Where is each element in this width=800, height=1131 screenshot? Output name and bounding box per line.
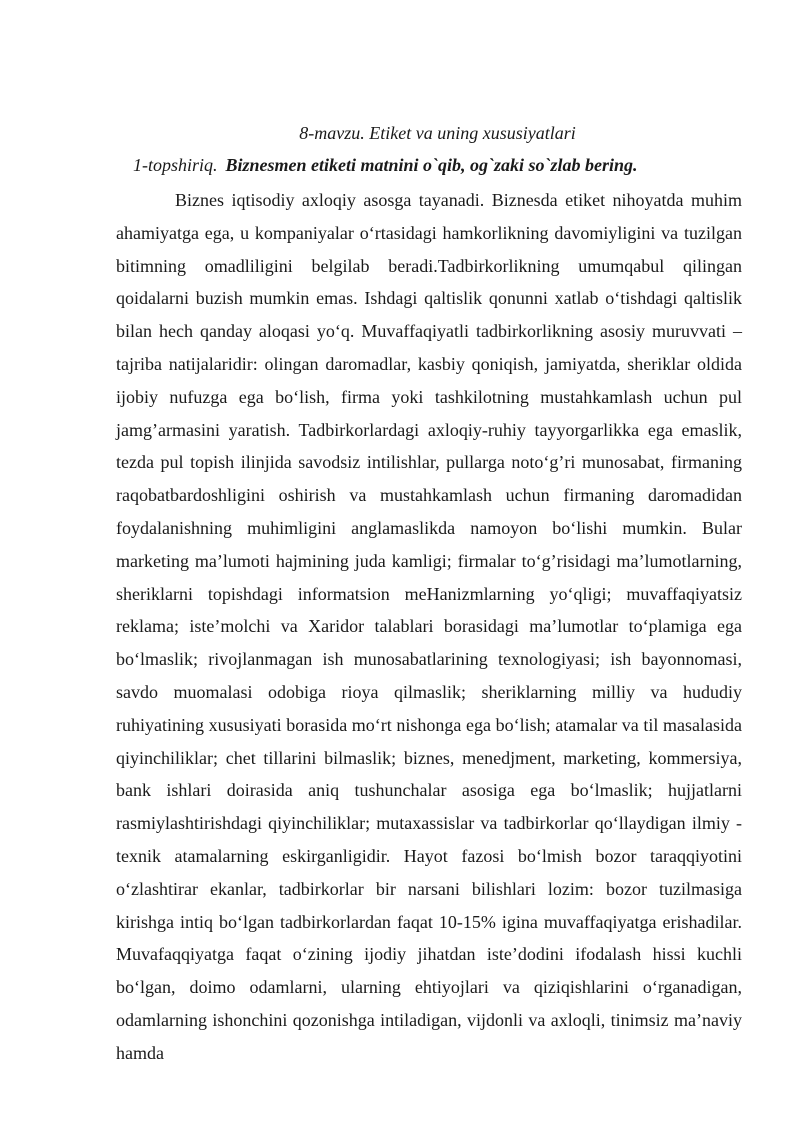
task-label: 1-topshiriq.: [133, 155, 218, 175]
document-title: 8-mavzu. Etiket va uning xususiyatlari: [299, 123, 576, 143]
body-paragraph: Biznes iqtisodiy axloqiy asosga tayanadi. Biznesda etiket nihoyatda muhim ahamiyatga ega, u kompaniyalar o‘rtasidagi hamkorlikning davomiyligini va tuzilgan bitimning omadliligini belgilab beradi.Tadbirkorlikning umumqabul qilingan qoidalarni buzish mumkin emas. Ishdagi qaltislik qonunni xatlab o‘tishdagi qaltislik bilan hech qanday aloqasi yo‘q. Muvaffaqiyatli tadbirkorlikning asosiy muruvvati – tajriba natijalaridir: olingan daromadlar, kasbiy qoniqish, jamiyatda, sheriklar oldida ijobiy nufuzga ega bo‘lish, firma yoki tashkilotning mustahkamlash uchun pul jamg’armasini yaratish. Tadbirkorlardagi axloqiy-ruhiy tayyorgarlikka ega emaslik, tezda pul topish ilinjida savodsiz intilishlar, pullarga noto‘g’ri munosabat, firmaning raqobatbardoshligini oshirish va mustahkamlash uchun firmaning daromadidan foydalanishning muhimligini anglamaslikda namoyon bo‘lishi mumkin. Bular marketing ma’lumoti hajmining juda kamligi; firmalar to‘g’risidagi ma’lumotlarning, sheriklarni topishdagi informatsion meHanizmlarning yo‘qligi; muvaffaqiyatsiz reklama; iste’molchi va Xaridor talablari borasidagi ma’lumotlar to‘plamiga ega bo‘lmaslik; rivojlanmagan ish munosabatlarining texnologiyasi; ish bayonnomasi, savdo muomalasi odobiga rioya qilmaslik; sheriklarning milliy va hududiy ruhiyatining xususiyati borasida mo‘rt nishonga ega bo‘lish; atamalar va til masalasida qiyinchiliklar; chet tillarini bilmaslik; biznes, menedjment, marketing, kommersiya, bank ishlari doirasida aniq tushunchalar asosiga ega bo‘lmaslik; hujjatlarni rasmiylashtirishdagi qiyinchiliklar; mutaxassislar va tadbirkorlar qo‘llaydigan ilmiy - texnik atamalarning eskirganligidir. Hayot fazosi bo‘lmish bozor taraqqiyotini o‘zlashtirar ekanlar, tadbirkorlar bir narsani bilishlari lozim: bozor tuzilmasiga kirishga intiq bo‘lgan tadbirkorlardan faqat 10-15% igina muvaffaqiyatga erishadilar. Muvafaqqiyatga faqat o‘zining ijodiy jihatdan iste’dodini ifodalash hissi kuchli bo‘lgan, doimo odamlarni, ularning ehtiyojlari va qiziqishlarini o‘rganadigan, odamlarning ishonchini qozonishga intiladigan, vijdonli va axloqli, tinimsiz ma’naviy hamda: [116, 190, 742, 1063]
task-line: [133, 152, 638, 178]
task-heading: Biznesmen etiketi matnini o`qib, og`zaki so`zlab bering.: [225, 155, 638, 175]
